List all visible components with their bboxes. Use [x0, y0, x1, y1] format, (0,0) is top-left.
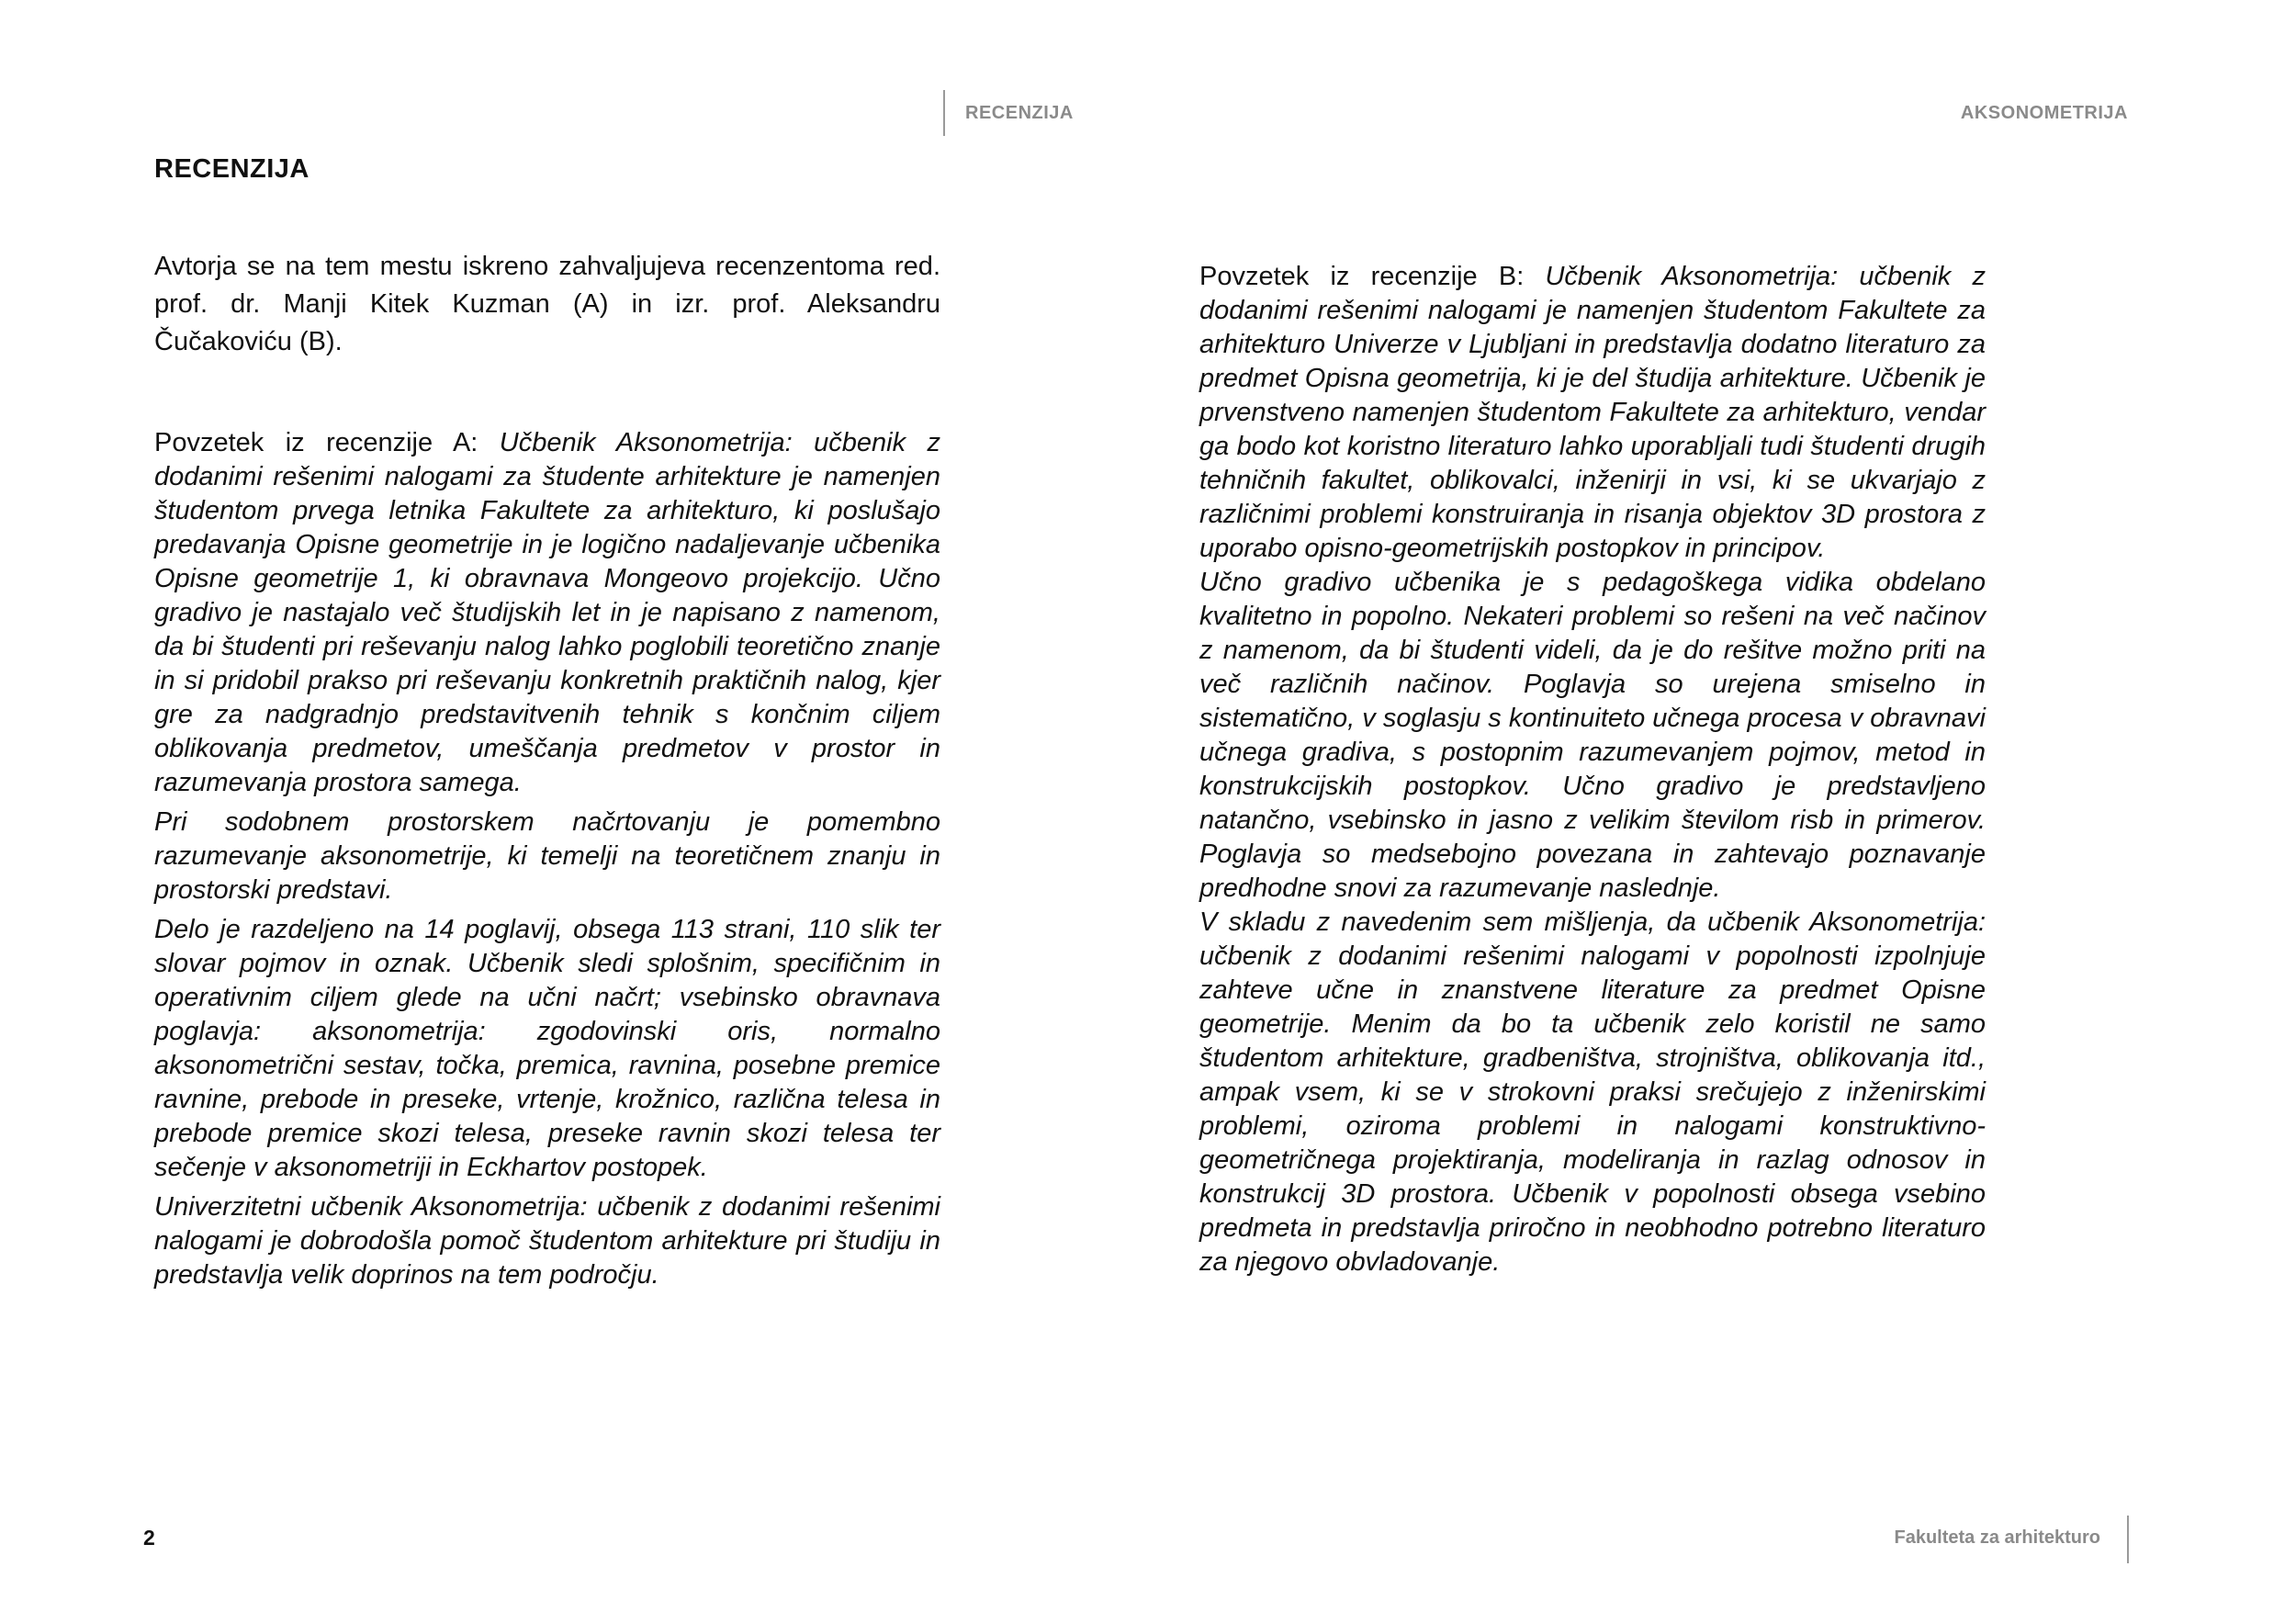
- review-a: [154, 426, 940, 1292]
- review-b-paragraph: Učno gradivo učbenika je s pedagoškega vidika obdelano kvalitetno in popolno. Nekateri problemi so rešeni na več načinov z namenom, da bi študenti videli, da je do rešitve možno priti na več različnih načinov. Poglavja so urejena smiselno in sistematično, v soglasju s kontinuiteto učnega procesa v obravnavi učnega gradiva, s postopnim razumevanjem pojmov, metod in konstrukcijskih postopkov. Učno gradivo je predstavljeno natančno, vsebinsko in jasno z velikim številom risb in primerov. Poglavja so medsebojno povezana in zahtevajo poznavanje predhodne snovi za razumevanje naslednje.: [1199, 568, 1986, 903]
- review-a-text: Učbenik Aksonometrija: učbenik z dodanimi rešenimi nalogami za študente arhitekture je namenjen študentom prvega letnika Fakultete za arhitekturo, ki poslušajo predavanja Opisne geometrije in je logično nadaljevanje učbenika Opisne geometrije 1, ki obravnava Mongeovo projekcijo. Učno gradivo je nastajalo več študijskih let in je napisano z namenom, da bi študenti pri reševanju nalog lahko poglobili teoretično znanje in si pridobil prakso pri reševanju konkretnih praktičnih nalog, kjer gre za nadgradnjo predstavitvenih tehnik s končnim ciljem oblikovanja predmetov, umeščanja predmetov v prostor in razumevanja prostora samega.: [154, 428, 940, 797]
- review-a-paragraph: Delo je razdeljeno na 14 poglavij, obsega 113 strani, 110 slik ter slovar pojmov in oznak. Učbenik sledi splošnim, specifičnim in operativnim ciljem glede na učni načrt; vsebinsko obravnava poglavja: aksonometrija: zgodovinski oris, normalno aksonometrični sestav, točka, premica, ravnina, posebne premice ravnine, prebode in preseke, vrtenje, krožnico, različna telesa in prebode premice skozi telesa, preseke ravnin skozi telesa ter sečenje v aksonometriji in Eckhartov postopek.: [154, 915, 940, 1182]
- review-a-paragraph: Univerzitetni učbenik Aksonometrija: učbenik z dodanimi rešenimi nalogami je dobrodošla pomoč študentom arhitekture pri študiju in predstavlja velik doprinos na tem področju.: [154, 1192, 940, 1290]
- review-b-lead: Povzetek iz recenzije B:: [1199, 262, 1546, 291]
- intro-paragraph: [154, 248, 940, 361]
- right-running-head: AKSONOMETRIJA: [1960, 103, 2128, 123]
- page-number: 2: [143, 1526, 155, 1550]
- review-b-paragraph: V skladu z navedenim sem mišljenja, da učbenik Aksonometrija: učbenik z dodanimi rešenimi nalogami v popolnosti izpolnjuje zahteve učne in znanstvene literature za predmet Opisne geometrije. Menim da bo ta učbenik zelo koristil ne samo študentom arhitekture, gradbeništva, strojništva, oblikovanja itd., ampak vsem, ki se v strokovni praksi srečujejo z inženirskimi problemi, oziroma problemi in nalogami konstruktivno-geometričnega projektiranja, modeliranja in razlag odnosov in konstrukcij 3D prostora. Učbenik v popolnosti obsega vsebino predmeta in predstavlja priročno in neobhodno potrebno literaturo za njegovo obvladovanje.: [1199, 907, 1986, 1277]
- footer-faculty-name: Fakulteta za arhitekturo: [1894, 1527, 2100, 1548]
- intro-text: Avtorja se na tem mestu iskreno zahvaljujeva recenzentoma red. prof. dr. Manji Kitek Kuzman (A) in izr. prof. Aleksandru Čučakoviću (B).: [154, 252, 940, 356]
- review-b-text: Učbenik Aksonometrija: učbenik z dodanimi rešenimi nalogami je namenjen študentom Fakultete za arhitekturo Univerze v Ljubljani in predstavlja dodatno literaturo za predmet Opisna geometrija, ki je del študija arhitekture. Učbenik je prvenstveno namenjen študentom Fakultete za arhitekturo, vendar ga bodo kot koristno literaturo lahko uporabljali tudi študenti drugih tehničnih fakultet, oblikovalci, inženirji in vsi, ki se ukvarjajo z različnimi problemi konstruiranja in risanja objektov 3D prostora z uporabo opisno-geometrijskih postopkov in principov.: [1199, 262, 1986, 563]
- review-a-paragraph: [154, 426, 940, 800]
- left-running-head: RECENZIJA: [965, 103, 1074, 123]
- page-title: RECENZIJA: [154, 154, 310, 184]
- review-a-lead: Povzetek iz recenzije A:: [154, 428, 500, 457]
- footer-divider: [2127, 1516, 2129, 1563]
- review-a-paragraph: Pri sodobnem prostorskem načrtovanju je pomembno razumevanje aksonometrije, ki temelji na teoretičnem znanju in prostorski predstavi.: [154, 807, 940, 905]
- review-b-paragraph: [1199, 260, 1986, 566]
- review-b: [1199, 260, 1986, 1279]
- header-divider: [943, 90, 945, 136]
